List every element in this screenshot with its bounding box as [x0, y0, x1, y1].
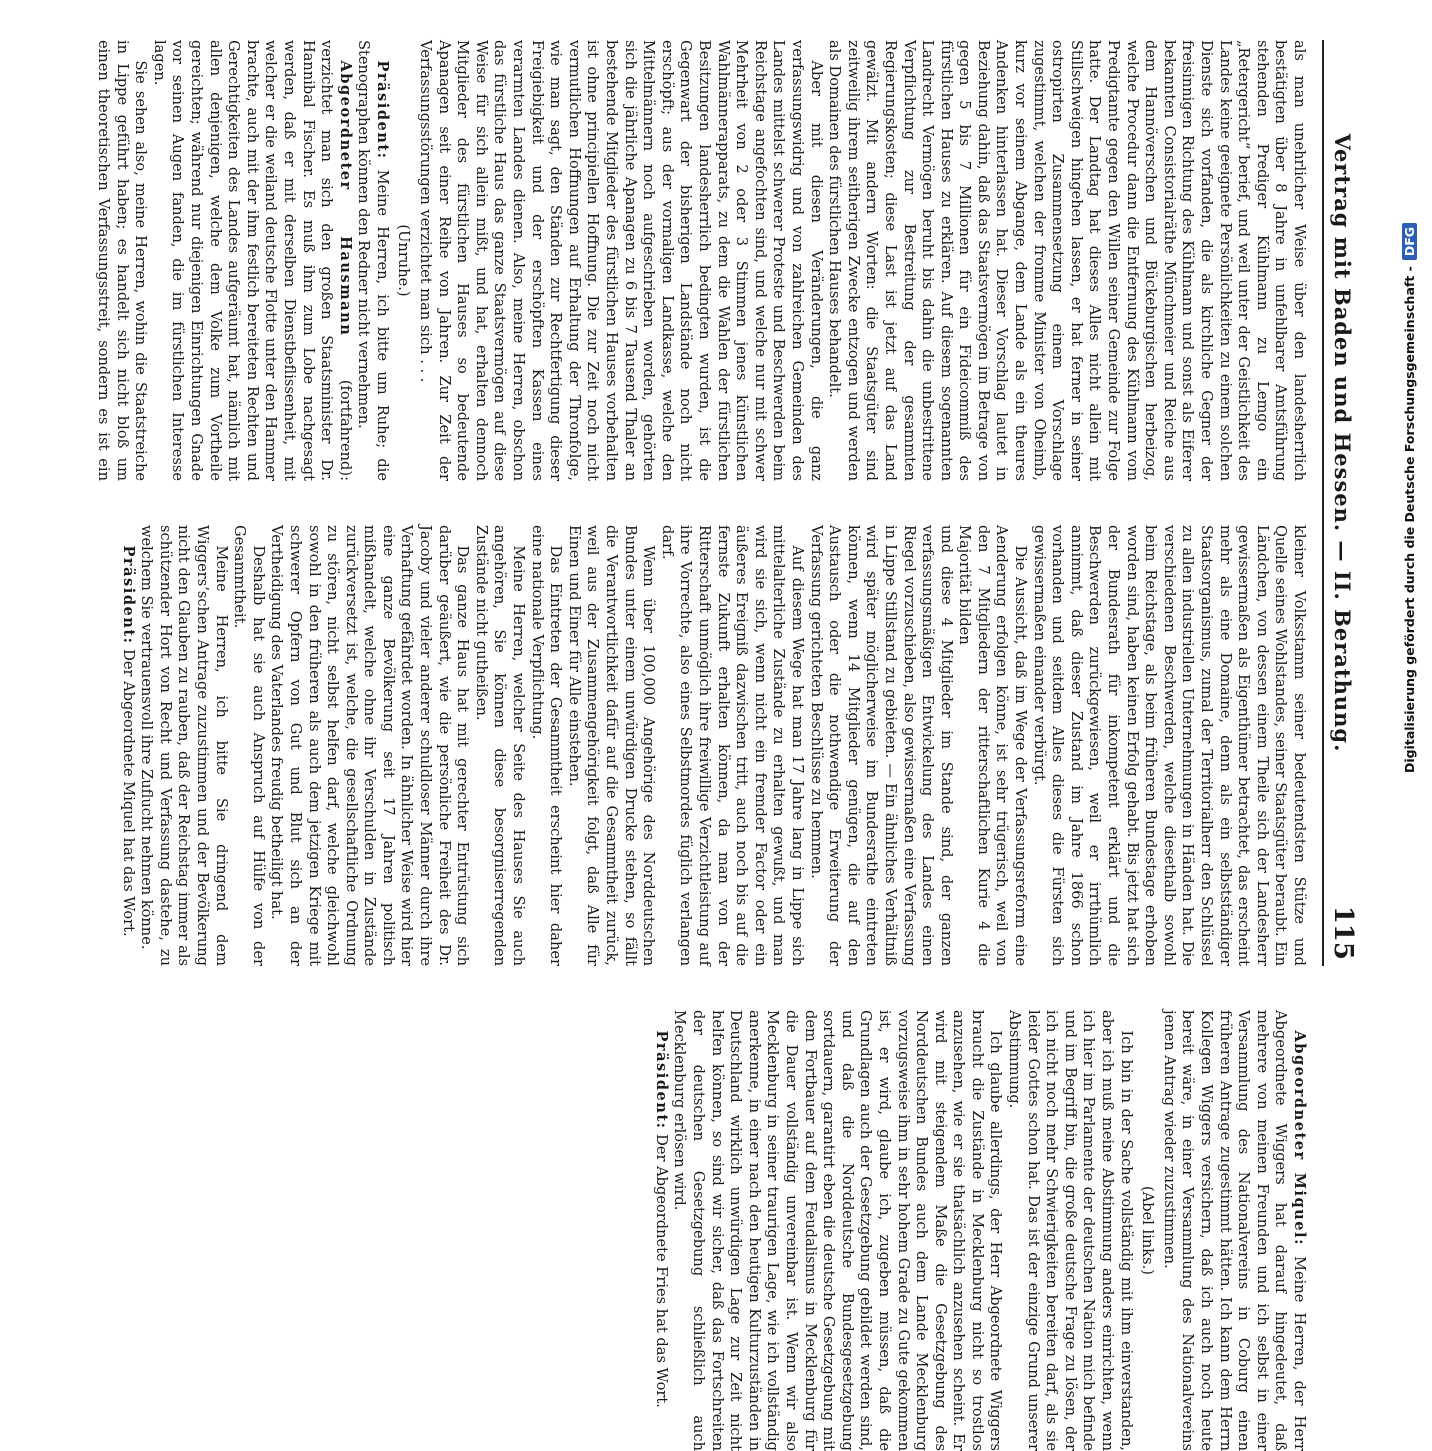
speaker-paragraph: Präsident: Der Abgeordnete Fries hat das Wort.	[652, 1030, 670, 1408]
paragraph: Die Aussicht, daß im Wege der Verfassungsreform eine Aenderung erfolgen könne, ist sehr trügerisch, weil von den 7 Mitgliedern der ritterschaftlichen Kurie 4 die Majorität bilden	[956, 525, 1030, 966]
speaker-paragraph: Abgeordneter Miquel: Meine Herren, der Herr Abgeordnete Wiggers hat darauf hingedeutet, daß mehrere von meinen Freunden und ich selbst in einer Versammlung des Nationalvereins in Coburg einen früheren Antrage zugestimmt hätten. Ich kann dem Herrn Kollegen Wiggers versichern, daß ich auch noch heute bereit wäre, in einer Versammlung des Nationalvereins jenen Antrag wieder zuzustimmen.	[1160, 1010, 1308, 1451]
paragraph: Ich glaube allerdings, der Herr Abgeordnete Wiggers braucht die Zustände in Mecklenburg nicht so trostlos anzusehen, wie er sie thatsächlich anzusehen scheint. Er wird mit steigendem Maße die Gesetzgebung des Norddeutschen Bundes auch dem Lande Mecklenburg vorzugsweise ihm in sehr hohem Grade zu Gute gekommen ist, er wird, glaube ich, zugeben müssen, daß die Grundlagen auch der Gesetzgebung gebildet werden sind, und daß die Norddeutsche Bundesgesetzgebung sortdauern, garantirt eben die deutsche Gesetzgebung mit dem Fortbauer auf dem Feudalismus in Mecklenburg für die Dauer vollständig unvereinbar ist. Wenn wir also Mecklenburg in seiner traurigen Lage, wie ich vollständig anerkenne, in einer nach den heutigen Kulturzuständen in Deutschland wirklich unwürdigen Lage zur Zeit nicht helfen können, so sind wir sicher, daß das Fortschreiten der deutschen Gesetzgebung schließlich auch Mecklenburg erlösen wird.	[671, 1010, 1005, 1451]
paragraph: Auf diesem Wege hat man 17 Jahre lang in Lippe sich mittelalterliche Zustände zu erhalten gewußt, und man wird sie sich, wenn nicht ein fremder Factor oder ein äußeres Ereigniß dazwischen tritt, auch noch bis auf die fernste Zukunft erhalten können, da man von der Ritterschaft unmöglich ihre freiwillige Verzichtleistung auf ihre Vorrechte, also eines Selbstmordes füglich verlangen darf.	[658, 525, 806, 966]
speaker-label: Präsident:	[373, 60, 391, 160]
page-number: 115	[1328, 905, 1358, 960]
text-columns	[84, 40, 1308, 1451]
stage-direction: (Unruhe.)	[395, 224, 413, 297]
paragraph: Aber mit diesen Veränderungen, die ganz verfassungswidrig und von zahlreichen Gemeinden des Landes mittelst schwerer Proteste und Beschwerden beim Reichstage angefochten sind, und welche nur mit schwer Mehrheit von 2 oder 3 Stimmen jenes künstlichen Wahlmännerapparats, zu dem die Wahlen der fürstlichen Besitzungen landesherrlich bedingten wurden, ist die Gegenwart der bisherigen Landstände noch nicht erschöpft; aus der vormaligen Landkasse, welche den Mittelmännern noch aufgeschrieben worden, gehörten sich die jährliche Apanagen zu 6 bis 7 Tausend Thaler an bestehende Mitglieder des fürstlichen Hauses vorbehalten ist ohne principiellen Hoffnung. Die zur Zeit noch nicht vermutlichen Hoffnungen auf Erhaltung der Thronfolge, wie man sagt, den Ständen zur Rechtfertigung dieser Freigiebigkeit und der erschöpften Kassen eines verarmten Landes dienen. Also, meine Herren, obschon das fürstliche Haus das ganze Staatsvermögen auf diese Weise für sich allein mißt, und hat, erhalten dennoch Mitglieder des fürstlichen Hauses so bedeutende Apanagen seit einer Reihe von Jahren. Zur Zeit der Verfassungsstörungen verzichtet man sich . . .	[417, 40, 825, 481]
speaker-label: Präsident:	[119, 545, 137, 645]
speaker-label: Abgeordneter Hausmann	[336, 60, 354, 337]
stage-direction: (Abel links.)	[1139, 1186, 1157, 1275]
speaker-paragraph: Präsident: Der Abgeordnete Miquel hat das Wort.	[119, 545, 137, 937]
paragraph: Deshalb hat sie auch Anspruch auf Hülfe von der Gesammtheit.	[231, 525, 267, 966]
paragraph: Meine Herren, ich bitte Sie dringend dem Wiggers’schen Antrage zuzustimmen und der Bevölkerung nicht den Glauben zu rauben, daß der Reichstag immer als schützender Hort von Recht und Verfassung dastehe, zu welchem Sie vertrauensvoll ihre Zuflucht nehmen könne.	[138, 525, 230, 966]
speaker-paragraph: Abgeordneter Hausmann (fortfahrend): verzichtet man sich den großen Staatsminister Dr. Hannibal Fischer. Es muß ihm zum Lobe nachgesagt werden, daß er mit derselben Dienstbeflissenheit, mit welcher er die weiland deutsche Flotte unter den Hammer brachte, auch mit der ihm festlich bereiteten Rechten und Gerechtigkeiten des Landes aufgeräumt hat, nämlich mit allen denjenigen, welche dem Volke zum Vortheile gereichten; während nur diejenigen Einrichtungen Gnade vor seinen Augen fanden, die im fürstlichen Interesse lagen.	[150, 40, 354, 482]
paragraph: Das Eintreten der Gesammtheit erscheint hier daher eine nationale Verpflichtung.	[528, 525, 565, 966]
paragraph: Meine Herren, welcher Seite des Hauses Sie auch angehören, Sie können diese besorgniserregenden Zustände nicht gutheißen.	[472, 525, 528, 966]
dfg-logo: DFG	[1402, 223, 1417, 260]
paragraph: Ich bin in der Sache vollständig mit ihm einverstanden, aber ich muß meine Abstimmung anders einrichten, wenn ich hier im Parlamente der deutschen Nation mich befinde und im Begriff bin, die große deutsche Frage zu lösen, der ich nicht noch mehr Schwierigkeiten bereiten darf, als sie leider Gottes schon hat. Das ist der einzige Grund unserer Abstimmung.	[1006, 1010, 1135, 1451]
paragraph: als man unehrlicher Weise über den landesherrlich bestätigten über 8 Jahre in unfehlbarer Amtsführung stehenden Prediger Kühlmann zu Lemgo ein „Retergericht“ berief, und weil unter der Geistlichkeit des Landes keine geeignete Persönlichkeiten zu einem solchen Dienste sich vorfanden, die als kirchliche Gegner der freisinnigen Richtung des Kühlmann und sonst als Eiferer bekannten Consistorialräthe Münchmeier und Reiche aus dem Hannöverschen und Bückeburgischen herbeizog, welche Procedur dann die Entfernung des Kühlmann vom Predigtamte gegen den Willen seiner Gemeinde zur Folge hatte. Der Landtag hat dieses Alles nicht allein mit Stillschweigen hingehen lassen, er hat ferner in seiner ostropirten Zusammensetzung einem Vorschlage zugestimmt, welchen der fromme Minister von Oheimb, kurz vor seinem Abgange, dem Lande als ein theures Andenken hinterlassen hat. Dieser Vorschlag lautet in Beziehung dahin, daß das Staatsvermögen im Betrage von gegen 5 bis 7 Millionen für ein Fideicommiß des fürstlichen Hauses zu erklären. Auf diesem sogenannten Landrecht Vermögen beruht bis dahin die unbestrittene Verpflichtung zur Bestreitung der gesammten Regierungskosten; diese Last ist jetzt auf das Land gewälzt. Mit andern Worten: die Staatsgüter sind zeitweilig ihrem seitherigen Zwecke entzogen und werden als Domainen des fürstlichen Hauses behandelt.	[826, 40, 1308, 481]
scan-credit	[1402, 8, 1417, 988]
running-head	[1322, 40, 1364, 966]
speaker-label: Präsident:	[652, 1030, 670, 1130]
paragraph: Sie sehen also, meine Herren, wohin die Staatstreiche in Lippe geführt haben; es handelt sich nicht bloß um einen theoretischen Verfassungsstreit, sondern es ist ein kleiner Volksstamm seiner bedeutendsten Stütze und Quelle seines Wohlstandes, seiner Staatsgüter beraubt. Ein Ländchen, von dessen einem Theile sich der Landesherr gewissermaßen als Eigenthümer betrachtet, das erscheint mehr als eine Domaine, denn als ein selbstständiger Staatsorganismus, zumal der Territorialherr den Schlüssel zu allen industriellen Unternehmungen in Händen hat. Die verschiedenen Beschwerden, welche diesethalb sowohl beim Reichstage, als beim früheren Bundestage erhoben worden sind, haben keinen Erfolg gehabt. Bis jetzt hat sich der Bundesrath für inkompetent erklärt und die Beschwerden zurückgewiesen, weil er irrthümlich annimmt, daß dieser Zustand im Jahre 1866 schon vorhanden und seitdem Alles dieses die Fürsten sich gewissermaßen einander verbürgt.	[95, 40, 1308, 966]
speaker-paragraph: Präsident: Meine Herren, ich bitte um Ruhe; die Stenographen können den Redner nicht vernehmen.	[355, 40, 391, 481]
paragraph: Das ganze Haus hat mit gerechter Entrüstung sich darüber geäußert, wie die persönliche Freiheit des Dr. Jacoby und vieler anderer schuldloser Männer durch ihre Verhaftung gefährdet worden. In ähnlicher Weise wird hier eine ganze Bevölkerung seit 17 Jahren politisch mißhandelt, welche ohne ihr Verschulden in Zustände zurückversetzt ist, welche, die gesellschaftliche Ordnung zu stören, nicht selbst helfen darf, welche gleichwohl sowohl in den früheren als auch dem jetzigen Kriege mit schwerer Opfern von Gut und Blut sich an der Vertheidigung des Vaterlandes freudig betheiligt hat.	[268, 525, 472, 966]
running-head-title: Vertrag mit Baden und Hessen. — II. Berathung.	[1330, 133, 1355, 753]
scan-credit-text: Digitalisierung gefördert durch die Deutsche Forschungsgemeinschaft -	[1402, 266, 1417, 774]
paragraph: Wenn über 100,000 Angehörige des Norddeutschen Bundes unter einem unwürdigen Drucke stehen, so fällt die Verantwortlichkeit dafür auf die Gesammtheit zurück, weil aus der Zusammengehörigkeit folgt, daß Alle für Einen und Einer für Alle einstehen.	[565, 525, 658, 966]
paragraph: und diese 4 Mitglieder im Stande sind, der ganzen verfassungsmäßigen Entwickelung des Landes einen Riegel vorzuschieben, also gewissermaßen eine Verfassung in Lippe Stillstand zu gebieten. — Ein ähnliches Verhältniß wird später möglicherweise im Bundesrathe eintreten können, wenn 14 Mitglieder genügen, die auf den Austausch oder die nothwendige Erweiterung der Verfassung gerichteten Beschlüsse zu hemmen.	[807, 525, 955, 966]
speaker-label: Abgeordneter Miquel:	[1291, 1030, 1308, 1246]
